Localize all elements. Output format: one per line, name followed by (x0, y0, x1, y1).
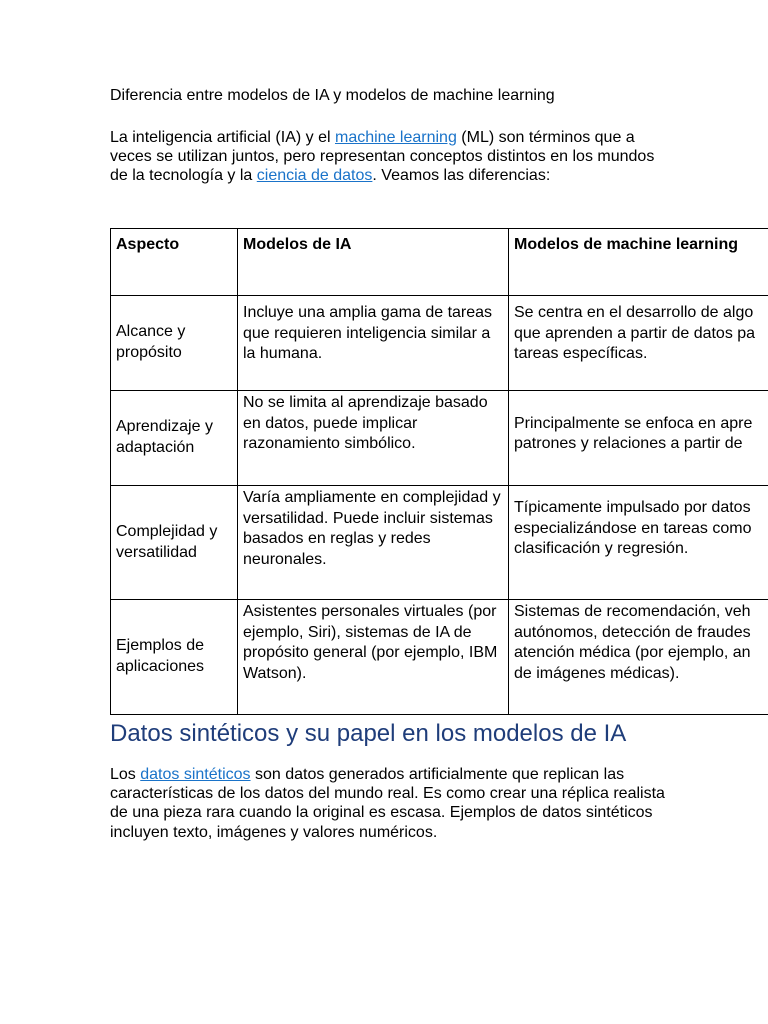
section-heading: Datos sintéticos y su papel en los modelos de IA (110, 720, 627, 747)
ml-line: especializándose en tareas como (514, 519, 752, 537)
comparison-table (110, 228, 768, 715)
ia-cell: Varía ampliamente en complejidad y versatilidad. Puede incluir sistemas basados en reglas y redes neuronales. (238, 486, 509, 600)
ml-cell (509, 296, 768, 391)
intro-paragraph (110, 128, 670, 186)
ml-line: tareas específicas. (514, 345, 648, 363)
table-row (111, 600, 768, 715)
ml-line: Se centra en el desarrollo de algo (514, 304, 754, 321)
table-header-row (111, 229, 768, 296)
ia-cell: Asistentes personales virtuales (por ejemplo, Siri), sistemas de IA de propósito general (por ejemplo, IBM Watson). (238, 600, 509, 715)
table-row (111, 391, 768, 486)
aspect-cell: Complejidad y versatilidad (111, 486, 238, 600)
datos-sinteticos-link[interactable]: datos sintéticos (140, 766, 251, 783)
ml-line: clasificación y regresión. (514, 540, 689, 558)
ml-line: atención médica (por ejemplo, an (514, 644, 751, 662)
ciencia-de-datos-link[interactable]: ciencia de datos (256, 167, 373, 185)
intro-text-3: . Veamos las diferencias: (372, 167, 551, 185)
para-text-1: Los (110, 766, 141, 783)
ia-cell: No se limita al aprendizaje basado en datos, puede implicar razonamiento simbólico. (238, 391, 509, 486)
ml-cell (509, 486, 768, 600)
para-text-2: son datos generados artificialmente que replican las características de los datos del mundo real. Es como crear una réplica realista de una pieza rara cuando la original es escasa. Ejemplos de datos sintéticos incluyen texto, imágenes y valores numéricos. (110, 766, 665, 841)
ml-line: autónomos, detección de fraudes (514, 623, 751, 641)
ml-line: de imágenes médicas). (514, 664, 680, 682)
ml-cell (509, 600, 768, 715)
intro-text-2: (ML) son términos que a veces se utilizan juntos, pero representan conceptos distintos en los mundos de la tecnología y la (110, 129, 655, 185)
aspect-cell: Aprendizaje y adaptación (111, 391, 238, 486)
aspect-cell: Alcance y propósito (111, 296, 238, 391)
ml-line: que aprenden a partir de datos pa (514, 324, 756, 342)
ml-line: Sistemas de recomendación, veh (514, 603, 751, 620)
table-row (111, 486, 768, 600)
aspect-cell: Ejemplos de aplicaciones (111, 600, 238, 715)
header-aspecto: Aspecto (111, 229, 238, 296)
intro-text-1: La inteligencia artificial (IA) y el (110, 129, 335, 146)
ml-line: Típicamente impulsado por datos (514, 499, 751, 516)
ml-line: patrones y relaciones a partir de (514, 435, 743, 453)
header-modelos-ml: Modelos de machine learning (509, 229, 768, 296)
machine-learning-link[interactable]: machine learning (334, 129, 457, 146)
table-row (111, 296, 768, 391)
header-modelos-ia: Modelos de IA (238, 229, 509, 296)
ml-cell (509, 391, 768, 486)
ml-line: Principalmente se enfoca en apre (514, 414, 753, 432)
document-title: Diferencia entre modelos de IA y modelos de machine learning (110, 87, 555, 104)
synthetic-data-paragraph (110, 765, 670, 842)
ia-cell: Incluye una amplia gama de tareas que requieren inteligencia similar a la humana. (238, 296, 509, 391)
